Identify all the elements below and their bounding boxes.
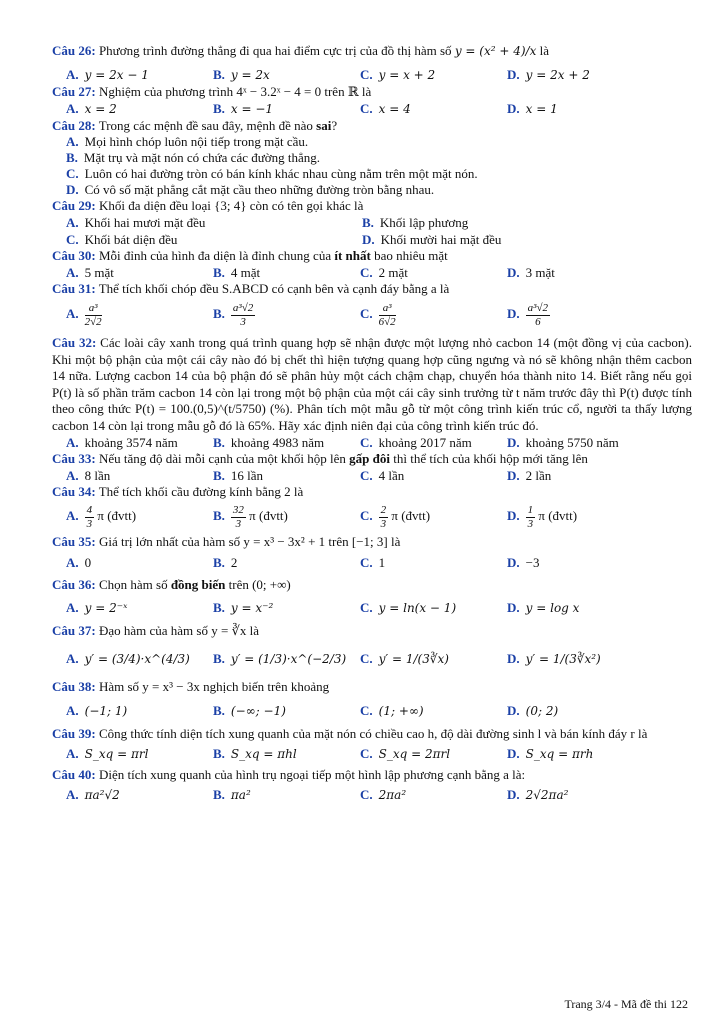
question-31 xyxy=(52,281,692,297)
fraction-denominator: 3 xyxy=(380,517,387,530)
option-b[interactable] xyxy=(213,552,360,574)
option-text: y = 2x xyxy=(230,68,270,82)
options-29-row2 xyxy=(66,231,692,248)
option-d[interactable] xyxy=(507,743,654,765)
option-letter: B. xyxy=(213,265,225,280)
option-letter: B. xyxy=(213,101,225,116)
option-text: 2 lần xyxy=(525,468,552,483)
question-label: Câu 40: xyxy=(52,766,96,782)
question-stem-tail: là xyxy=(539,43,549,58)
option-letter: B. xyxy=(213,67,225,82)
question-39 xyxy=(52,726,692,743)
option-b[interactable] xyxy=(213,642,360,676)
question-36 xyxy=(52,574,692,596)
option-text: 2 xyxy=(230,555,238,570)
option-d[interactable] xyxy=(507,698,654,724)
question-stem: Hàm số y = x³ − 3x nghịch biến trên khoảng xyxy=(98,679,330,694)
question-stem: Nghiệm của phương trình 4ˣ − 3.2ˣ − 4 = 0 trên ℝ là xyxy=(98,84,372,99)
question-stem-tail: thì thể tích của khối hộp mới tăng lên xyxy=(393,451,588,466)
fraction-numerator: 32 xyxy=(232,503,244,516)
option-c[interactable] xyxy=(360,552,507,574)
options-31 xyxy=(66,297,692,331)
page-footer: Trang 3/4 - Mã đề thi 122 xyxy=(564,997,688,1011)
question-29 xyxy=(52,198,692,214)
options-37 xyxy=(66,642,692,676)
fraction-denominator: 3 xyxy=(235,517,242,530)
option-letter: B. xyxy=(213,508,225,523)
option-letter: D. xyxy=(507,508,520,523)
option-letter: D. xyxy=(507,651,520,666)
option-letter: D. xyxy=(507,265,520,280)
option-c[interactable] xyxy=(360,500,507,532)
option-letter: C. xyxy=(360,703,373,718)
question-stem: Thể tích khối cầu đường kính bằng 2 là xyxy=(98,484,304,499)
option-b[interactable] xyxy=(213,100,360,118)
option-text: 3 mặt xyxy=(525,265,555,280)
fraction-numerator: a³√2 xyxy=(527,301,548,314)
option-d[interactable] xyxy=(507,66,654,84)
question-stem: Nếu tăng độ dài mỗi cạnh của một khối hộp lên xyxy=(98,451,346,466)
question-label: Câu 32: xyxy=(52,335,97,350)
option-letter: A. xyxy=(66,786,79,802)
option-text: y = ln(x − 1) xyxy=(378,601,457,615)
option-letter: C. xyxy=(360,101,373,116)
question-40 xyxy=(52,765,692,785)
option-d[interactable] xyxy=(507,785,654,805)
option-b[interactable] xyxy=(213,596,360,620)
question-label: Câu 38: xyxy=(52,679,96,694)
question-stem: Chọn hàm số xyxy=(98,577,168,592)
fraction-numerator: a³√2 xyxy=(232,301,254,314)
option-text: x = 2 xyxy=(84,102,117,116)
option-fraction xyxy=(231,302,255,329)
fraction-denominator: 2√2 xyxy=(84,315,102,328)
fraction-numerator: a³ xyxy=(379,302,396,316)
question-30 xyxy=(52,248,692,264)
option-text: 5 mặt xyxy=(84,265,114,280)
question-label: Câu 29: xyxy=(52,198,96,213)
option-c[interactable] xyxy=(360,66,507,84)
option-text: y = 2x − 1 xyxy=(84,68,149,82)
option-fraction xyxy=(379,504,389,531)
option-fraction xyxy=(231,504,246,531)
option-letter: D. xyxy=(362,232,375,247)
option-b[interactable] xyxy=(213,743,360,765)
question-stem-tail: bao nhiêu mặt xyxy=(374,248,448,263)
option-text: Khối mười hai mặt đều xyxy=(380,232,502,247)
question-label: Câu 35: xyxy=(52,534,96,549)
question-label: Câu 34: xyxy=(52,484,96,499)
options-30 xyxy=(66,264,692,281)
options-35 xyxy=(66,552,692,574)
option-letter: C. xyxy=(360,306,373,321)
question-label: Câu 26: xyxy=(52,43,96,58)
option-fraction xyxy=(85,302,102,329)
options-27 xyxy=(66,100,692,118)
option-unit: π (đvtt) xyxy=(249,508,288,523)
option-letter: B. xyxy=(66,150,78,165)
option-c[interactable] xyxy=(360,467,507,484)
option-text: y′ = (3/4)·x^(4/3) xyxy=(84,652,190,666)
option-letter: C. xyxy=(360,600,373,615)
option-text: 2√2πa² xyxy=(525,787,569,802)
option-text: Mọi hình chóp luôn nội tiếp trong mặt cầu. xyxy=(84,134,309,149)
option-letter: A. xyxy=(66,745,79,761)
question-27 xyxy=(52,84,692,100)
option-text: (−1; 1) xyxy=(84,704,128,718)
options-39 xyxy=(66,743,692,765)
question-label: Câu 27: xyxy=(52,84,96,99)
option-d[interactable] xyxy=(507,596,654,620)
question-label: Câu 37: xyxy=(52,623,96,638)
option-a[interactable] xyxy=(66,297,213,331)
option-letter: D. xyxy=(507,306,520,321)
option-letter: C. xyxy=(360,468,373,483)
option-letter: C. xyxy=(66,166,79,181)
option-unit: π (đvtt) xyxy=(97,508,137,523)
option-a[interactable] xyxy=(66,66,213,84)
option-text: πa²√2 xyxy=(84,787,120,802)
option-letter: B. xyxy=(213,745,225,761)
option-letter: C. xyxy=(360,651,373,666)
option-text: (0; 2) xyxy=(525,704,559,718)
option-d[interactable] xyxy=(507,642,654,676)
option-letter: A. xyxy=(66,600,79,615)
option-d[interactable] xyxy=(507,552,654,574)
option-text: y = log x xyxy=(525,601,580,615)
option-c[interactable] xyxy=(360,596,507,620)
question-label: Câu 30: xyxy=(52,248,96,263)
option-text: 8 lần xyxy=(84,468,111,483)
question-stem-tail: trên (0; +∞) xyxy=(228,577,291,592)
question-stem: Giá trị lớn nhất của hàm số y = x³ − 3x² + 1 trên [−1; 3] là xyxy=(98,534,401,549)
option-c[interactable] xyxy=(66,166,692,182)
option-letter: A. xyxy=(66,306,79,321)
option-letter: D. xyxy=(507,703,520,718)
option-a[interactable] xyxy=(66,552,213,574)
option-text: x = 1 xyxy=(525,102,558,116)
option-letter: D. xyxy=(507,786,520,802)
option-b[interactable] xyxy=(213,785,360,805)
option-fraction xyxy=(526,504,536,531)
question-label: Câu 31: xyxy=(52,281,96,296)
question-34 xyxy=(52,484,692,500)
option-text: 0 xyxy=(84,555,92,570)
fraction-numerator: 4 xyxy=(86,503,93,516)
option-letter: A. xyxy=(66,265,79,280)
option-letter: A. xyxy=(66,508,79,523)
option-text: S_xq = πrl xyxy=(84,746,149,761)
question-stem: Phương trình đường thẳng đi qua hai điểm cực trị của đồ thị hàm số xyxy=(98,43,452,58)
option-d[interactable] xyxy=(507,297,654,331)
option-a[interactable] xyxy=(66,214,362,231)
option-text: khoảng 4983 năm xyxy=(230,435,325,450)
option-text: y′ = 1/(3∛x²) xyxy=(525,652,601,666)
option-letter: C. xyxy=(360,265,373,280)
option-d[interactable] xyxy=(507,434,654,451)
option-text: S_xq = πhl xyxy=(230,746,297,761)
option-unit: π (đvtt) xyxy=(391,508,431,523)
question-label: Câu 36: xyxy=(52,577,96,592)
option-c[interactable] xyxy=(360,297,507,331)
option-letter: A. xyxy=(66,134,79,149)
option-letter: C. xyxy=(360,435,373,450)
option-letter: C. xyxy=(360,67,373,82)
option-b[interactable] xyxy=(213,264,360,281)
option-text: Khối hai mươi mặt đều xyxy=(84,215,206,230)
option-text: y = x + 2 xyxy=(378,68,436,82)
option-text: y′ = 1/(3∛x) xyxy=(378,652,449,666)
option-unit: π (đvtt) xyxy=(538,508,578,523)
option-a[interactable] xyxy=(66,264,213,281)
options-32 xyxy=(66,434,692,451)
options-33 xyxy=(66,467,692,484)
options-28 xyxy=(66,134,692,198)
question-stem-bold: gấp đôi xyxy=(349,451,390,466)
option-letter: A. xyxy=(66,101,79,116)
option-c[interactable] xyxy=(66,231,362,248)
question-stem: Trong các mệnh đề sau đây, mệnh đề nào xyxy=(98,118,313,133)
option-letter: B. xyxy=(362,215,374,230)
option-a[interactable] xyxy=(66,434,213,451)
option-letter: A. xyxy=(66,435,79,450)
question-stem: Diện tích xung quanh của hình trụ ngoại tiếp một hình lập phương cạnh bằng a là: xyxy=(98,766,526,782)
option-text: (−∞; −1) xyxy=(230,704,286,718)
option-a[interactable] xyxy=(66,134,692,150)
options-34 xyxy=(66,500,692,532)
option-letter: B. xyxy=(213,468,225,483)
fraction-numerator: 1 xyxy=(527,503,534,516)
option-text: Khối bát diện đều xyxy=(84,232,178,247)
option-letter: A. xyxy=(66,703,79,718)
option-d[interactable] xyxy=(66,182,692,198)
option-letter: D. xyxy=(507,745,520,761)
option-d[interactable] xyxy=(507,264,654,281)
question-32 xyxy=(52,335,692,434)
question-38 xyxy=(52,676,692,698)
option-a[interactable] xyxy=(66,596,213,620)
option-text: 16 lần xyxy=(230,468,264,483)
fraction-numerator: 2 xyxy=(380,503,387,516)
option-letter: A. xyxy=(66,468,79,483)
option-a[interactable] xyxy=(66,642,213,676)
question-stem: Mỗi đỉnh của hình đa diện là đỉnh chung của xyxy=(98,248,332,263)
option-letter: B. xyxy=(213,435,225,450)
question-stem-bold: sai xyxy=(316,118,332,133)
option-text: (1; +∞) xyxy=(378,704,424,718)
question-35 xyxy=(52,532,692,552)
option-fraction xyxy=(85,504,95,531)
option-text: y = 2⁻ˣ xyxy=(84,601,128,615)
option-text: Có vô số mặt phẳng cắt mặt cầu theo những đường tròn bằng nhau. xyxy=(84,182,435,197)
option-d[interactable] xyxy=(507,467,654,484)
option-c[interactable] xyxy=(360,785,507,805)
question-33 xyxy=(52,451,692,467)
options-36 xyxy=(66,596,692,620)
option-letter: A. xyxy=(66,215,79,230)
fraction-denominator: 6 xyxy=(535,315,541,328)
option-d[interactable] xyxy=(362,231,658,248)
option-letter: D. xyxy=(507,555,520,570)
option-c[interactable] xyxy=(360,434,507,451)
question-stem: Công thức tính diện tích xung quanh của mặt nón có chiều cao h, độ dài đường sinh l và bán kính đáy r là xyxy=(98,726,648,741)
option-text: S_xq = πrh xyxy=(525,746,594,761)
question-stem: Thể tích khối chóp đều S.ABCD có cạnh bên và cạnh đáy bằng a là xyxy=(98,281,450,296)
option-text: −3 xyxy=(525,555,540,570)
option-c[interactable] xyxy=(360,642,507,676)
option-text: S_xq = 2πrl xyxy=(378,746,451,761)
option-text: y = 2x + 2 xyxy=(525,68,590,82)
option-text: x = 4 xyxy=(378,102,411,116)
fraction-denominator: 3 xyxy=(527,517,534,530)
option-c[interactable] xyxy=(360,698,507,724)
option-text: πa² xyxy=(230,787,251,802)
option-text: Luôn có hai đường tròn có bán kính khác nhau cùng nằm trên một mặt nón. xyxy=(84,166,478,181)
option-letter: C. xyxy=(360,508,373,523)
fraction-denominator: 3 xyxy=(240,315,246,328)
option-b[interactable] xyxy=(213,66,360,84)
option-fraction xyxy=(379,302,396,329)
option-d[interactable] xyxy=(507,100,654,118)
option-text: 1 xyxy=(378,555,386,570)
question-stem: Các loài cây xanh trong quá trình quang hợp sẽ nhận được một lượng nhỏ cacbon 14 (một đồng vị của cacbon). Khi một bộ phận của một cái cây nào đó bị chết thì hiện tượng quang hợp cũng ngưng và nó sẽ không nhận thêm cacbon 14 nữa. Lượng cacbon 14 của bộ phận đó sẽ phân hủy một cách chậm chạp, chuyển hóa thành nito 14. Biết rằng nếu gọi P(t) là số phần trăm cacbon 14 còn lại trong một bộ phận của một cái cây sinh trưởng từ t năm trước đây thì P(t) được tính theo công thức P(t) = 100.(0,5)^(t/5750) (%). Phân tích một mẫu gỗ từ một công trình kiến trúc cổ, người ta thấy lượng cacbon 14 còn lại trong mẫu gỗ đó là 65%. Hãy xác định niên đại của công trình kiến trúc đó. xyxy=(52,335,693,433)
option-a[interactable] xyxy=(66,100,213,118)
option-c[interactable] xyxy=(360,100,507,118)
fraction-denominator: 6√2 xyxy=(378,315,396,328)
question-stem-tail: ? xyxy=(331,118,338,133)
question-stem: Đạo hàm của hàm số y = ∛x là xyxy=(98,623,259,638)
option-text: Khối lập phương xyxy=(379,215,469,230)
question-28 xyxy=(52,118,692,134)
options-26 xyxy=(66,66,692,84)
option-letter: C. xyxy=(66,232,79,247)
option-text: khoảng 5750 năm xyxy=(525,435,619,450)
option-text: khoảng 3574 năm xyxy=(84,435,178,450)
option-text: khoảng 2017 năm xyxy=(378,435,472,450)
option-letter: D. xyxy=(507,468,520,483)
option-b[interactable] xyxy=(213,500,360,532)
option-letter: C. xyxy=(360,555,373,570)
option-c[interactable] xyxy=(360,743,507,765)
option-text: x = −1 xyxy=(230,102,274,116)
option-letter: A. xyxy=(66,67,79,82)
option-a[interactable] xyxy=(66,500,213,532)
option-b[interactable] xyxy=(362,214,658,231)
option-text: 4 mặt xyxy=(230,265,261,280)
option-letter: B. xyxy=(213,703,225,718)
question-label: Câu 28: xyxy=(52,118,96,133)
question-label: Câu 39: xyxy=(52,726,96,741)
option-letter: A. xyxy=(66,651,79,666)
option-letter: D. xyxy=(507,101,520,116)
fraction-denominator: 3 xyxy=(86,517,93,530)
option-letter: B. xyxy=(213,600,225,615)
option-a[interactable] xyxy=(66,467,213,484)
question-stem: Khối đa diện đều loại {3; 4} còn có tên gọi khác là xyxy=(98,198,364,213)
option-letter: D. xyxy=(507,435,520,450)
option-text: 2πa² xyxy=(378,787,407,802)
option-letter: B. xyxy=(213,555,225,570)
option-letter: D. xyxy=(507,600,520,615)
option-letter: D. xyxy=(66,182,79,197)
option-fraction xyxy=(526,302,550,329)
question-stem-bold: ít nhất xyxy=(334,248,371,263)
option-b[interactable] xyxy=(213,698,360,724)
question-stem-bold: đồng biến xyxy=(170,577,226,592)
option-b[interactable] xyxy=(213,297,360,331)
question-label: Câu 33: xyxy=(52,451,96,466)
option-text: 4 lần xyxy=(378,468,405,483)
option-b[interactable] xyxy=(213,434,360,451)
option-letter: B. xyxy=(213,786,225,802)
option-d[interactable] xyxy=(507,500,654,532)
question-37 xyxy=(52,620,692,642)
option-letter: B. xyxy=(213,651,225,666)
options-40 xyxy=(66,785,692,805)
option-b[interactable] xyxy=(213,467,360,484)
exam-page xyxy=(52,36,692,805)
option-a[interactable] xyxy=(66,743,213,765)
option-a[interactable] xyxy=(66,698,213,724)
option-text: Mặt trụ và mặt nón có chứa các đường thẳng. xyxy=(83,150,321,165)
option-letter: D. xyxy=(507,67,520,82)
option-b[interactable] xyxy=(66,150,692,166)
option-text: 2 mặt xyxy=(378,265,408,280)
question-formula: y = (x² + 4)/x xyxy=(454,44,537,58)
option-letter: C. xyxy=(360,745,373,761)
option-text: y′ = (1/3)·x^(−2/3) xyxy=(230,652,347,666)
option-letter: A. xyxy=(66,555,79,570)
option-c[interactable] xyxy=(360,264,507,281)
options-38 xyxy=(66,698,692,724)
option-text: y = x⁻² xyxy=(230,601,274,615)
option-a[interactable] xyxy=(66,785,213,805)
option-letter: B. xyxy=(213,306,225,321)
fraction-numerator: a³ xyxy=(85,302,102,316)
question-26 xyxy=(52,36,692,66)
option-letter: C. xyxy=(360,786,373,802)
options-29-row1 xyxy=(66,214,692,231)
